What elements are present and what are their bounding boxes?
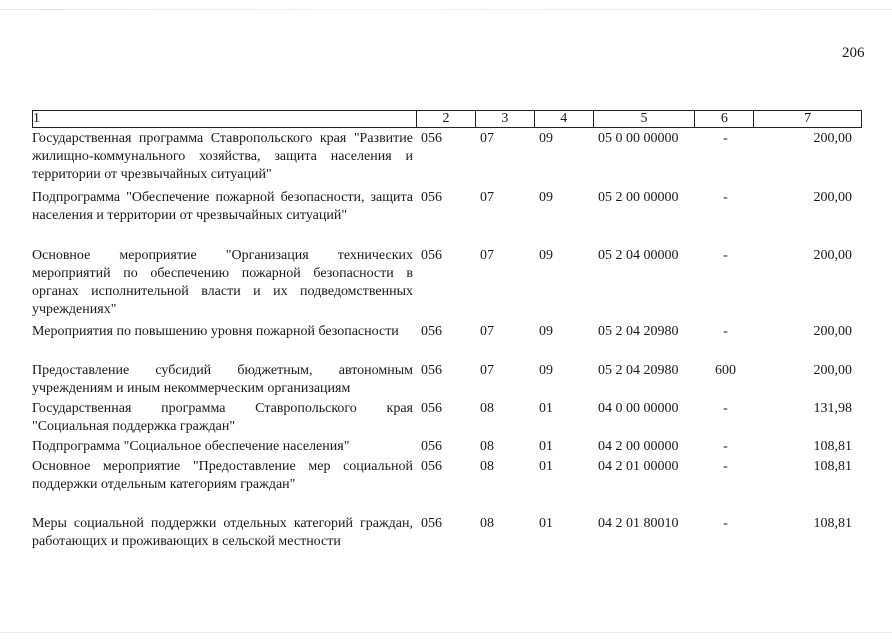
table-row bbox=[32, 438, 862, 456]
row-col-4: 01 bbox=[539, 401, 553, 416]
row-col-6: - bbox=[723, 248, 728, 263]
scan-edge-bottom bbox=[0, 632, 892, 633]
row-col-5: 04 2 00 00000 bbox=[598, 439, 679, 454]
table-row bbox=[32, 323, 862, 341]
row-col-7: 108,81 bbox=[813, 516, 852, 531]
row-col-7: 200,00 bbox=[813, 324, 852, 339]
row-col-4: 09 bbox=[539, 324, 553, 339]
row-name: Основное мероприятие "Предоставление мер социальной поддержки отдельным категориям граждан" bbox=[32, 459, 413, 492]
table-row bbox=[32, 458, 862, 494]
row-col-6: 600 bbox=[715, 363, 736, 378]
row-col-6: - bbox=[723, 131, 728, 146]
row-col-2: 056 bbox=[421, 459, 442, 474]
table-row bbox=[32, 189, 862, 225]
row-col-5: 04 0 00 00000 bbox=[598, 401, 679, 416]
row-col-5: 04 2 01 80010 bbox=[598, 516, 679, 531]
row-col-6: - bbox=[723, 324, 728, 339]
row-col-3: 08 bbox=[480, 439, 494, 454]
row-col-2: 056 bbox=[421, 324, 442, 339]
row-col-3: 07 bbox=[480, 363, 494, 378]
row-col-5: 04 2 01 00000 bbox=[598, 459, 679, 474]
row-col-5: 05 2 04 20980 bbox=[598, 363, 679, 378]
row-col-3: 07 bbox=[480, 131, 494, 146]
row-col-2: 056 bbox=[421, 248, 442, 263]
row-col-7: 108,81 bbox=[813, 459, 852, 474]
row-col-2: 056 bbox=[421, 439, 442, 454]
row-col-7: 108,81 bbox=[813, 439, 852, 454]
row-name: Государственная программа Ставропольского края "Развитие жилищно-коммунального хозяйства, защита населения и территории от чрезвычайных ситуаций" bbox=[32, 131, 413, 182]
row-name: Меры социальной поддержки отдельных категорий граждан, работающих и проживающих в сельской местности bbox=[32, 516, 413, 549]
row-col-7: 200,00 bbox=[813, 190, 852, 205]
row-name: Мероприятия по повышению уровня пожарной безопасности bbox=[32, 324, 399, 339]
row-col-5: 05 2 04 20980 bbox=[598, 324, 679, 339]
header-col-3: 3 bbox=[476, 111, 535, 127]
row-col-4: 09 bbox=[539, 248, 553, 263]
header-col-6: 6 bbox=[695, 111, 754, 127]
row-col-3: 08 bbox=[480, 401, 494, 416]
row-col-2: 056 bbox=[421, 401, 442, 416]
header-col-5: 5 bbox=[594, 111, 696, 127]
table-row bbox=[32, 400, 862, 436]
row-name: Подпрограмма "Обеспечение пожарной безопасности, защита населения и территории от чрезвычайных ситуаций" bbox=[32, 190, 413, 223]
row-col-4: 01 bbox=[539, 439, 553, 454]
scan-edge-top bbox=[0, 9, 892, 10]
row-col-4: 01 bbox=[539, 459, 553, 474]
row-col-7: 200,00 bbox=[813, 363, 852, 378]
row-col-3: 07 bbox=[480, 324, 494, 339]
row-name: Предоставление субсидий бюджетным, автономным учреждениям и иным некоммерческим организациям bbox=[32, 363, 413, 396]
row-col-4: 09 bbox=[539, 363, 553, 378]
row-name: Основное мероприятие "Организация технических мероприятий по обеспечению пожарной безопасности в органах исполнительной власти и их подведомственных учреждениях" bbox=[32, 248, 413, 317]
row-col-3: 07 bbox=[480, 248, 494, 263]
row-col-5: 05 2 00 00000 bbox=[598, 190, 679, 205]
row-col-4: 09 bbox=[539, 131, 553, 146]
header-col-7: 7 bbox=[804, 111, 812, 126]
row-col-3: 08 bbox=[480, 516, 494, 531]
row-col-6: - bbox=[723, 401, 728, 416]
table-row bbox=[32, 515, 862, 551]
table-header bbox=[32, 110, 862, 128]
row-col-5: 05 0 00 00000 bbox=[598, 131, 679, 146]
row-col-2: 056 bbox=[421, 363, 442, 378]
row-col-6: - bbox=[723, 439, 728, 454]
row-col-3: 07 bbox=[480, 190, 494, 205]
row-col-2: 056 bbox=[421, 190, 442, 205]
row-col-4: 01 bbox=[539, 516, 553, 531]
row-col-6: - bbox=[723, 516, 728, 531]
row-col-7: 131,98 bbox=[813, 401, 852, 416]
header-col-2: 2 bbox=[417, 111, 476, 127]
row-col-4: 09 bbox=[539, 190, 553, 205]
row-col-3: 08 bbox=[480, 459, 494, 474]
row-col-7: 200,00 bbox=[813, 248, 852, 263]
header-col-1: 1 bbox=[33, 111, 417, 127]
row-col-6: - bbox=[723, 190, 728, 205]
table-row bbox=[32, 130, 862, 184]
table-row bbox=[32, 362, 862, 398]
row-col-2: 056 bbox=[421, 516, 442, 531]
table-row bbox=[32, 247, 862, 319]
header-col-4: 4 bbox=[535, 111, 594, 127]
row-col-6: - bbox=[723, 459, 728, 474]
row-col-5: 05 2 04 00000 bbox=[598, 248, 679, 263]
row-name: Подпрограмма "Социальное обеспечение населения" bbox=[32, 439, 350, 454]
row-col-2: 056 bbox=[421, 131, 442, 146]
row-col-7: 200,00 bbox=[813, 131, 852, 146]
row-name: Государственная программа Ставропольского края "Социальная поддержка граждан" bbox=[32, 401, 413, 434]
page-number: 206 bbox=[842, 45, 865, 61]
